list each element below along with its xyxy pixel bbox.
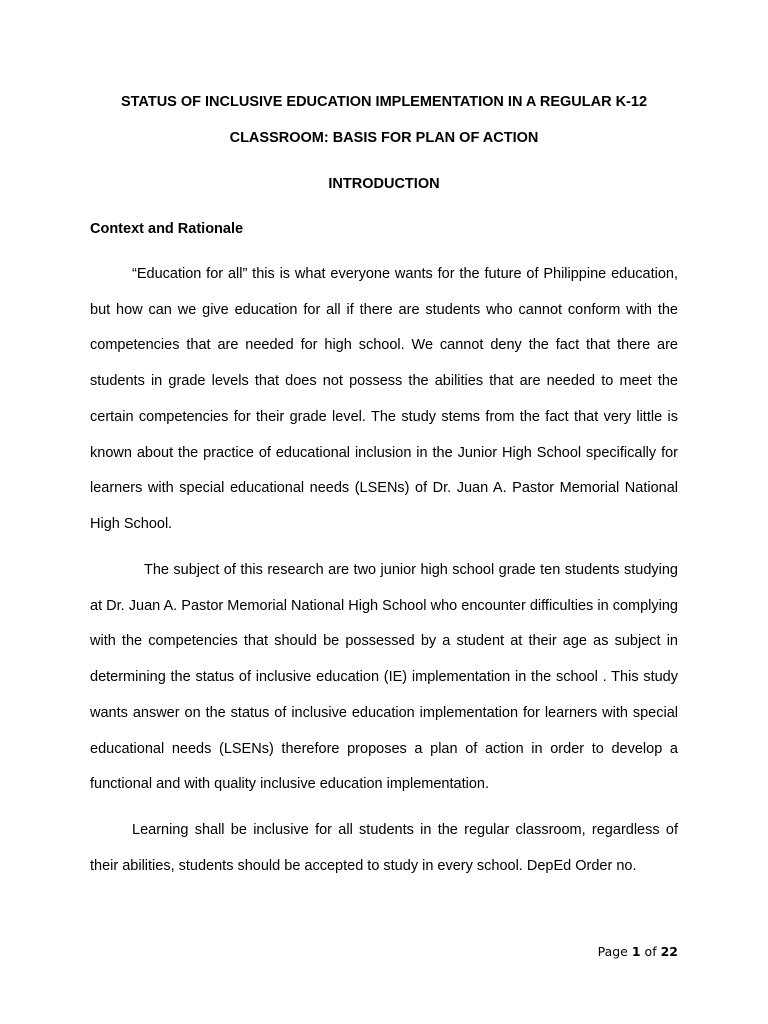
footer-of-word: of xyxy=(644,944,657,959)
footer-page-number: 1 xyxy=(631,944,641,959)
subsection-heading: Context and Rationale xyxy=(90,221,244,237)
body-paragraph-3: Learning shall be inclusive for all students in the regular classroom, regardless of their abilities, students should be accepted to study in every school. DepEd Order no. xyxy=(90,822,678,874)
document-title-line-1: STATUS OF INCLUSIVE EDUCATION IMPLEMENTATION IN A REGULAR K-12 xyxy=(120,94,648,110)
section-title: INTRODUCTION xyxy=(328,176,440,192)
footer-page-word: Page xyxy=(597,944,628,959)
document-title-line-2: CLASSROOM: BASIS FOR PLAN OF ACTION xyxy=(229,130,539,146)
page-number-footer xyxy=(598,944,678,960)
body-paragraph-1: “Education for all” this is what everyone wants for the future of Philippine education, but how can we give education for all if there are students who cannot conform with the competencies that are needed for high school. We cannot deny the fact that there are students in grade levels that does not possess the abilities that are needed to meet the certain competencies for their grade level. The study stems from the fact that very little is known about the practice of educational inclusion in the Junior High School specifically for learners with special educational needs (LSENs) of Dr. Juan A. Pastor Memorial National High School. xyxy=(90,266,678,532)
body-paragraph-2: The subject of this research are two junior high school grade ten students studying at Dr. Juan A. Pastor Memorial National High School who encounter difficulties in complying with the competencies that should be possessed by a student at their age as subject in determining the status of inclusive education (IE) implementation in the school . This study wants answer on the status of inclusive education implementation for learners with special educational needs (LSENs) therefore proposes a plan of action in order to develop a functional and with quality inclusive education implementation. xyxy=(90,562,678,793)
footer-total-pages: 22 xyxy=(660,944,678,959)
